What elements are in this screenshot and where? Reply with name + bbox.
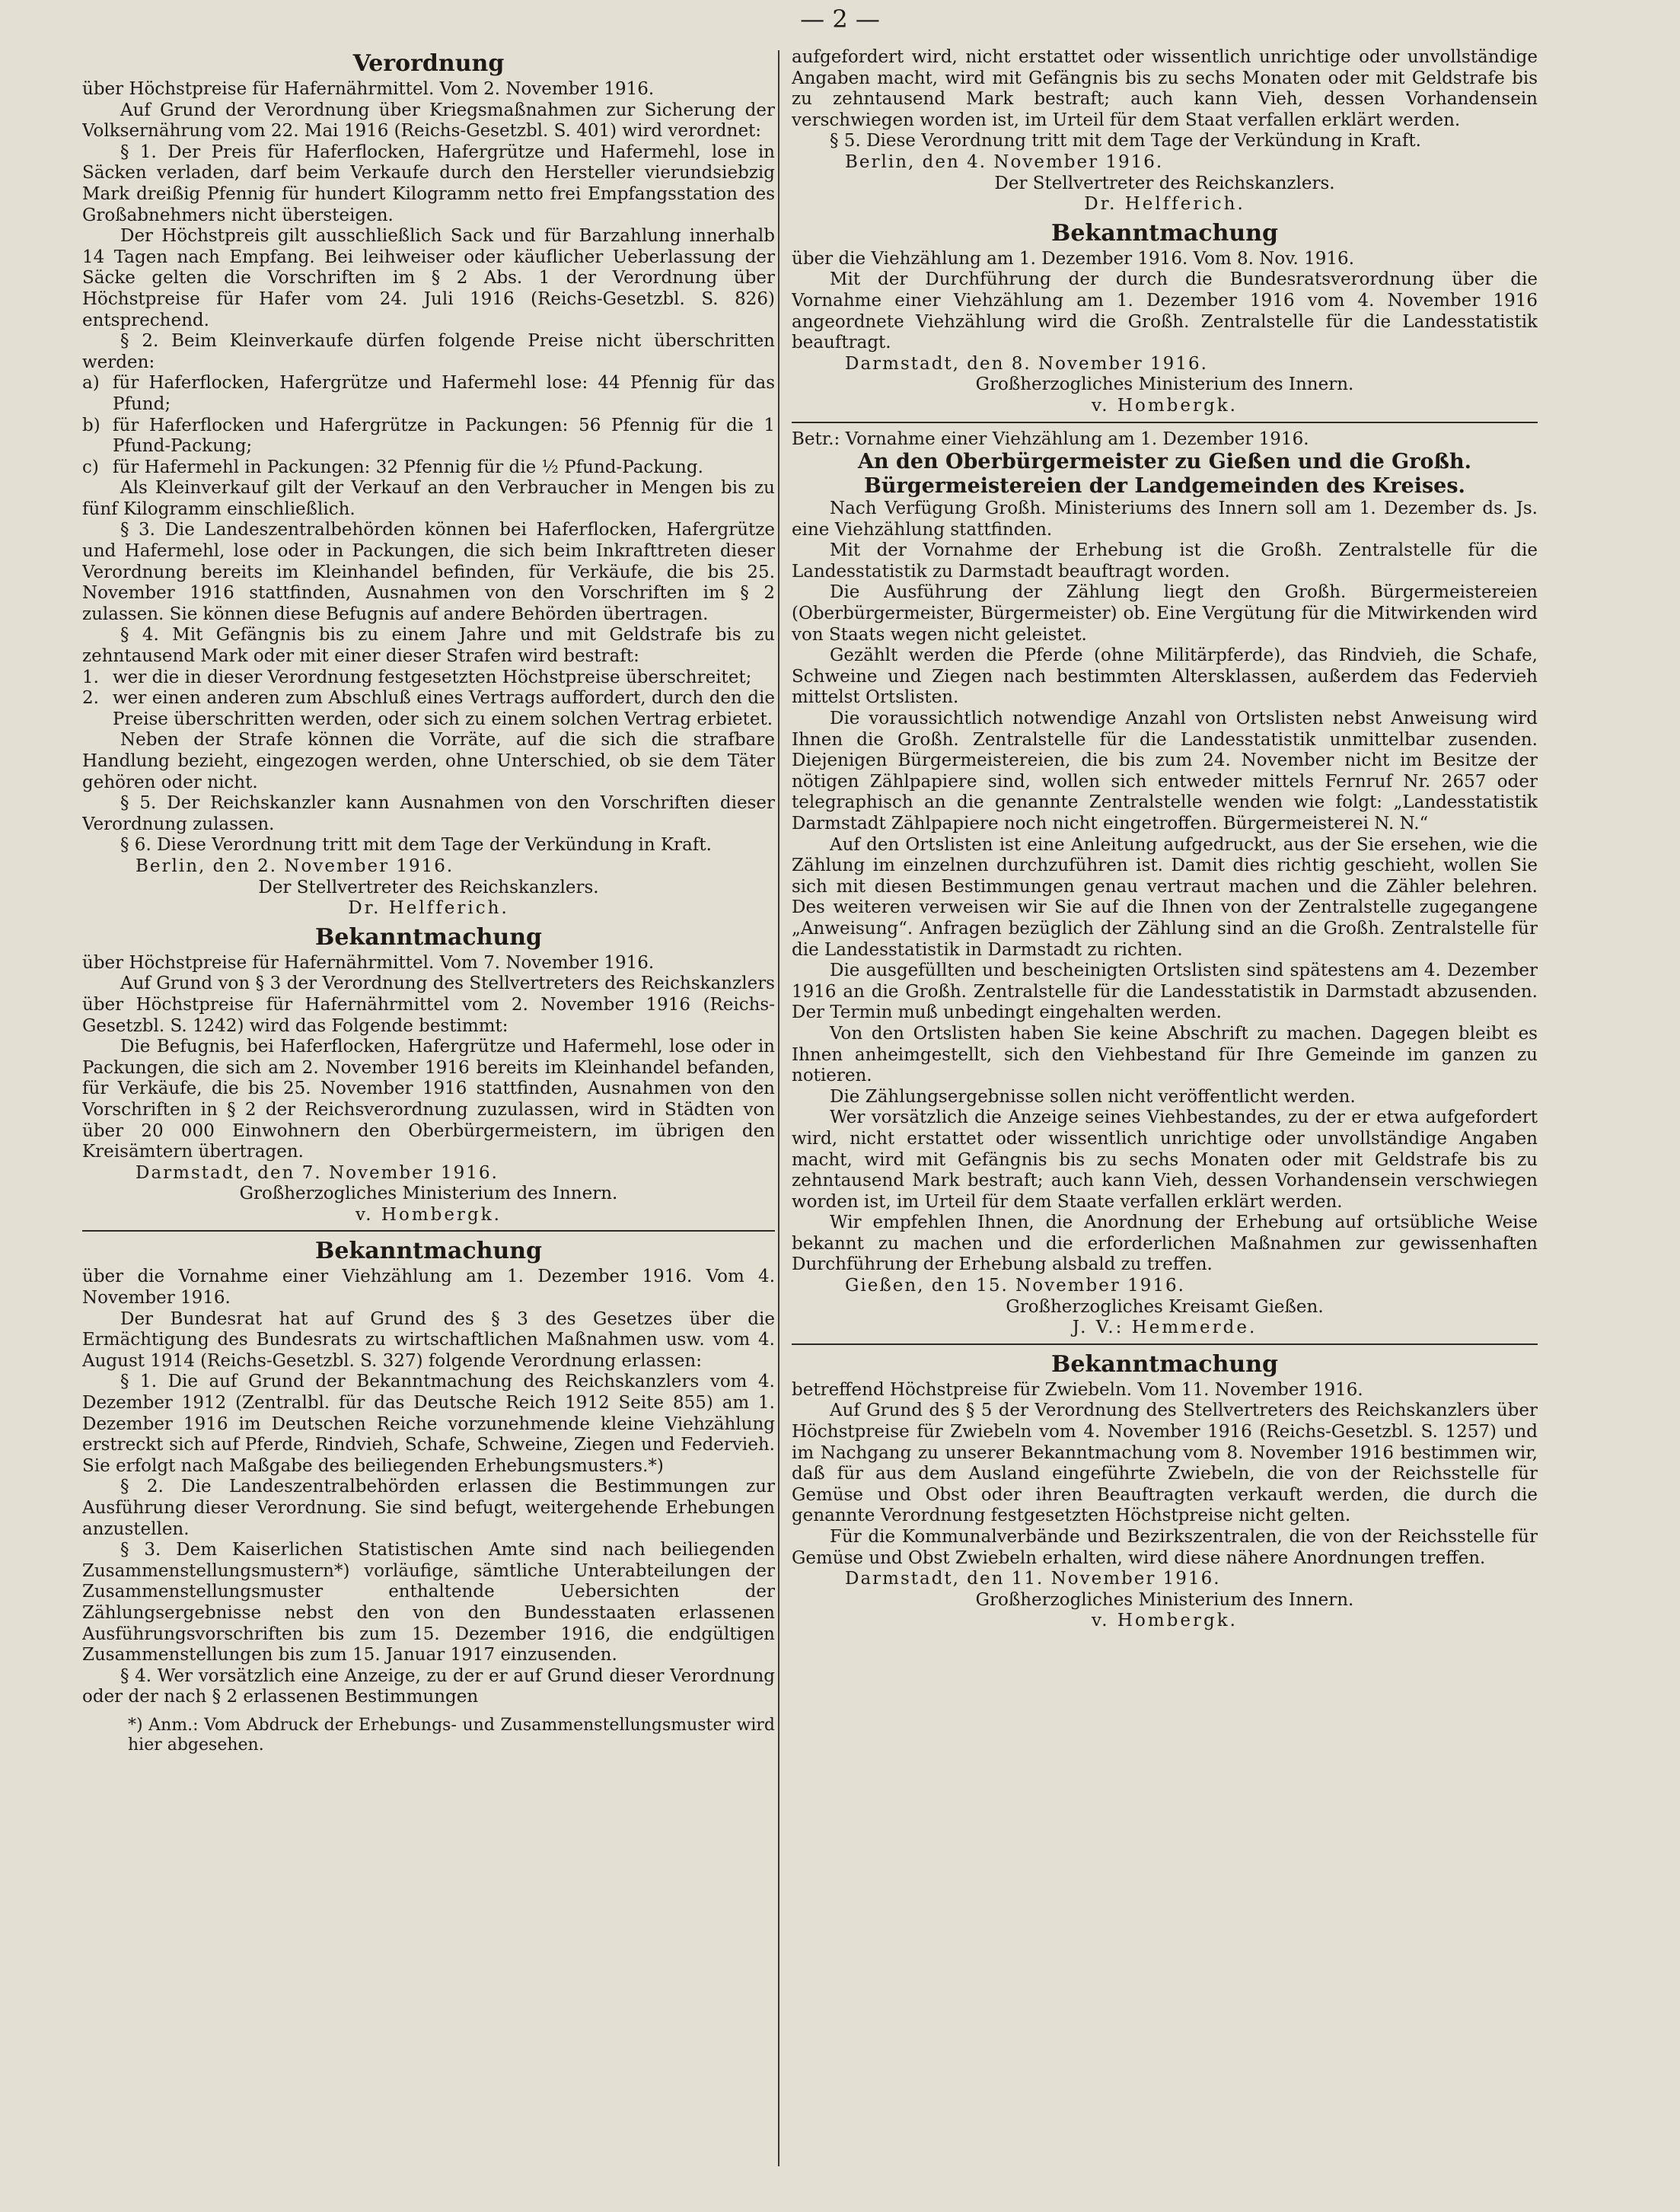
authority-line: Großherzogliches Ministerium des Innern. (975, 375, 1354, 395)
paragraph: Die Zählungsergebnisse sollen nicht veröffentlicht werden. (830, 1086, 1356, 1107)
date-line: Gießen, den 15. November 1916. (845, 1276, 1185, 1296)
paragraph: Gezählt werden die Pferde (ohne Militärpferde), das Rindvieh, die Schafe, Schweine und Ziegen nach bestimmten Altersklassen, außerdem das Federvieh mittelst Ortslisten. (792, 645, 1538, 708)
paragraph: Die Befugnis, bei Haferflocken, Hafergrütze und Hafermehl, lose oder in Packungen, die sich am 2. November 1916 bereits im Kleinhandel befanden, für Verkäufe, die bis 25. November 1916 stattfinden, Ausnahmen von den Vorschriften in § 2 der Reichsverordnung zuzulassen, wird in Städten von über 20 000 Einwohnern den Oberbürgermeistern, im übrigen den Kreisämtern übertragen. (82, 1037, 775, 1162)
paragraph: Nach Verfügung Großh. Ministeriums des Innern soll am 1. Dezember ds. Js. eine Viehzählung stattfinden. (792, 499, 1538, 540)
circular-mayors (792, 429, 1538, 1345)
subject-line: Betr.: Vornahme einer Viehzählung am 1. Dezember 1916. (792, 429, 1309, 449)
paragraph: Von den Ortslisten haben Sie keine Abschrift zu machen. Dagegen bleibt es Ihnen anheimgestellt, sich den Viehbestand für Ihre Gemeinde im ganzen zu notieren. (792, 1023, 1538, 1086)
paragraph: Als Kleinverkauf gilt der Verkauf an den Verbraucher in Mengen bis zu fünf Kilogramm einschließlich. (82, 478, 775, 519)
list-item: a) für Haferflocken, Hafergrütze und Hafermehl lose: 44 Pfennig für das Pfund; (82, 373, 775, 414)
paragraph: § 2. Beim Kleinverkaufe dürfen folgende Preise nicht überschritten werden: (82, 331, 775, 372)
section-title: Bekanntmachung (314, 923, 542, 951)
paragraph: § 1. Der Preis für Haferflocken, Hafergrütze und Hafermehl, lose in Säcken verladen, darf beim Verkaufe durch den Hersteller vierundsiebzig Mark dreißig Pfennig für hundert Kilogramm netto frei Empfangsstation des Großabnehmers nicht übersteigen. (82, 142, 775, 225)
section-subtitle: über die Vornahme einer Viehzählung am 1. Dezember 1916. Vom 4. November 1916. (82, 1267, 775, 1308)
section-subtitle: über Höchstpreise für Hafernährmittel. Vom 2. November 1916. (82, 79, 655, 99)
paragraph: Mit der Vornahme der Erhebung ist die Großh. Zentralstelle für die Landesstatistik zu Darmstadt beauftragt worden. (792, 540, 1538, 582)
paragraph: Der Höchstpreis gilt ausschließlich Sack und für Barzahlung innerhalb 14 Tagen nach Empfang. Bei leihweiser oder käuflicher Ueberlassung der Säcke gelten die Vorschriften im § 2 Abs. 1 der Verordnung über Höchstpreise für Hafer vom 24. Juli 1916 (Reichs-Gesetzbl. S. 826) entsprechend. (82, 226, 775, 330)
section-title: Verordnung (352, 50, 505, 77)
paragraph: Auf Grund des § 5 der Verordnung des Stellvertreters des Reichskanzlers über Höchstpreise für Zwiebeln vom 4. November 1916 (Reichs-Gesetzbl. S. 1257) und im Nachgang zu unserer Bekanntmachung vom 8. November 1916 bestimmen wir, daß für aus dem Ausland eingeführte Zwiebeln, die von der Reichsstelle für Gemüse und Obst oder ihren Beauftragten verkauft werden, die durch die genannte Verordnung festgesetzten Höchstpreise nicht gelten. (792, 1401, 1538, 1526)
section-rule (792, 1343, 1538, 1345)
paragraph: Mit der Durchführung der durch die Bundesratsverordnung über die Vornahme einer Viehzählung am 1. Dezember 1916 vom 4. November 1916 angeordnete Viehzählung wird die Großh. Zentralstelle für die Landesstatistik beauftragt. (792, 269, 1538, 353)
paragraph: § 4. Mit Gefängnis bis zu einem Jahre und mit Geldstrafe bis zu zehntausend Mark oder mit einer dieser Strafen wird bestraft: (82, 625, 775, 667)
signature: Dr. Helfferich. (348, 898, 509, 919)
authority-line: Großherzogliches Ministerium des Innern. (239, 1184, 618, 1204)
signature: v. Hombergk. (1092, 1611, 1238, 1631)
signature: v. Hombergk. (1092, 395, 1238, 416)
authority-line: Der Stellvertreter des Reichskanzlers. (994, 173, 1335, 193)
paragraph: aufgefordert wird, nicht erstattet oder wissentlich unrichtige oder unvollständige Angaben macht, wird mit Gefängnis bis zu sechs Monaten oder mit Geldstrafe bis zu zehntausend Mark bestraft; auch kann Vieh, dessen Vorhandensein verschwiegen worden ist, im Urteil für dem Staat verfallen erklärt werden. (792, 47, 1538, 130)
footnote-text: *) Anm.: Vom Abdruck der Erhebungs- und Zusammenstellungsmuster wird hier abgesehen. (128, 1715, 775, 1755)
list-item: b) für Haferflocken und Hafergrütze in Packungen: 56 Pfennig für die 1 Pfund-Packung; (82, 415, 775, 457)
list-item: 2. wer einen anderen zum Abschluß eines Vertrags auffordert, durch den die Preise überschritten werden, oder sich zu einem solchen Vertrag erbietet. (82, 688, 775, 729)
address-heading: An den Oberbürgermeister zu Gießen und die Großh. Bürgermeistereien der Landgemeinden des Kreises. (857, 450, 1472, 499)
paragraph: Die Ausführung der Zählung liegt den Großh. Bürgermeistereien (Oberbürgermeister, Bürgermeister) ob. Eine Vergütung für die Mitwirkenden wird von Staats wegen nicht geleistet. (792, 582, 1538, 645)
date-line: Darmstadt, den 8. November 1916. (845, 353, 1208, 374)
section-subtitle: über die Viehzählung am 1. Dezember 1916. Vom 8. Nov. 1916. (792, 248, 1354, 269)
list-item: c) für Hafermehl in Packungen: 32 Pfennig für die ½ Pfund-Packung. (82, 457, 703, 477)
date-line: Darmstadt, den 7. November 1916. (135, 1162, 499, 1183)
signature: Dr. Helfferich. (1084, 194, 1245, 215)
paragraph: Auf Grund der Verordnung über Kriegsmaßnahmen zur Sicherung der Volksernährung vom 22. Mai 1916 (Reichs-Gesetzbl. S. 401) wird verordnet: (82, 100, 775, 142)
column-divider (778, 50, 779, 2166)
paragraph: Die voraussichtlich notwendige Anzahl von Ortslisten nebst Anweisung wird Ihnen die Großh. Zentralstelle für die Landesstatistik unmittelbar zusenden. Diejenigen Bürgermeistereien, die bis zum 24. November nicht im Besitze der nötigen Zählpapiere sind, wollen sich entweder mittels Fernruf Nr. 2657 oder telegraphisch an die genannte Zentralstelle wenden wie folgt: „Landesstatistik Darmstadt Zählpapiere noch nicht eingetroffen. Bürgermeisterei N. N.“ (792, 709, 1538, 833)
paragraph: Für die Kommunalverbände und Bezirkszentralen, die von der Reichsstelle für Gemüse und Obst Zwiebeln erhalten, wird diese nähere Anordnungen treffen. (792, 1527, 1538, 1568)
paragraph: § 5. Der Reichskanzler kann Ausnahmen von den Vorschriften dieser Verordnung zulassen. (82, 793, 775, 834)
authority-line: Der Stellvertreter des Reichskanzlers. (258, 877, 599, 897)
left-column (82, 47, 775, 2179)
announcement-livestock-census (792, 220, 1538, 423)
authority-line: Großherzogliches Kreisamt Gießen. (1006, 1296, 1324, 1317)
page-number: — 2 — (800, 5, 880, 33)
paragraph: Wer vorsätzlich die Anzeige seines Viehbestandes, zu der er etwa aufgefordert wird, nicht erstattet oder wissentlich unrichtige oder unvollständige Angaben macht, wird mit Gefängnis bis zu sechs Monaten oder mit Geldstrafe bis zu zehntausend Mark bestraft; auch kann Vieh, dessen Vorhandensein verschwiegen worden ist, im Urteil für dem Staate verfallen erklärt werden. (792, 1108, 1538, 1212)
footnote (82, 1716, 775, 1755)
date-line: Berlin, den 4. November 1916. (845, 151, 1164, 172)
ordinance-oat-prices (82, 50, 775, 920)
paragraph: Auf den Ortslisten ist eine Anleitung aufgedruckt, aus der Sie ersehen, wie die Zählung im einzelnen durchzuführen ist. Damit dies richtig geschieht, wollen Sie sich mit diesen Bestimmungen genau vertraut machen und die Zähler belehren. Des weiteren verweisen wir Sie auf die Ihnen von der Zentralstelle zugegangene „Anweisung“. Anfragen bezüglich der Zählung sind an die Großh. Zentralstelle für die Landesstatistik in Darmstadt zu richten. (792, 834, 1538, 960)
signature: v. Hombergk. (355, 1204, 502, 1225)
paragraph: § 6. Diese Verordnung tritt mit dem Tage der Verkündung in Kraft. (120, 835, 712, 856)
section-rule (792, 422, 1538, 423)
livestock-count-continued (792, 47, 1538, 215)
paragraph: § 3. Dem Kaiserlichen Statistischen Amte sind nach beiliegenden Zusammenstellungsmustern*) vorläufige, sämtliche Unterabteilungen der Zusammenstellungsmuster enthaltende Uebersichten der Zählungsergebnisse nebst den von den Bundesstaaten erlassenen Ausführungsvorschriften bis zum 15. Dezember 1916, die endgültigen Zusammenstellungen bis zum 15. Januar 1917 einzusenden. (82, 1540, 775, 1665)
paragraph: Der Bundesrat hat auf Grund des § 3 des Gesetzes über die Ermächtigung des Bundesrats zu wirtschaftlichen Maßnahmen usw. vom 4. August 1914 (Reichs-Gesetzbl. S. 327) folgende Verordnung erlassen: (82, 1308, 775, 1371)
section-subtitle: betreffend Höchstpreise für Zwiebeln. Vom 11. November 1916. (792, 1379, 1363, 1400)
section-subtitle: über Höchstpreise für Hafernährmittel. Vom 7. November 1916. (82, 952, 655, 973)
authority-line: Großherzogliches Ministerium des Innern. (975, 1589, 1354, 1610)
right-column (792, 47, 1538, 2179)
paragraph: § 4. Wer vorsätzlich eine Anzeige, zu der er auf Grund dieser Verordnung oder der nach § 2 erlassenen Bestimmungen (82, 1665, 775, 1707)
announcement-onion-prices (792, 1351, 1538, 1632)
section-title: Bekanntmachung (314, 1238, 542, 1265)
signature: J. V.: Hemmerde. (1072, 1318, 1258, 1338)
paragraph: § 5. Diese Verordnung tritt mit dem Tage der Verkündung in Kraft. (830, 131, 1421, 151)
section-rule (82, 1230, 775, 1232)
announcement-livestock-count (82, 1238, 775, 1755)
section-title: Bekanntmachung (1050, 219, 1278, 247)
date-line: Darmstadt, den 11. November 1916. (845, 1569, 1221, 1589)
announcement-oat-prices (82, 924, 775, 1232)
list-item: 1. wer die in dieser Verordnung festgesetzten Höchstpreise überschreitet; (82, 667, 752, 687)
paragraph: § 1. Die auf Grund der Bekanntmachung des Reichskanzlers vom 4. Dezember 1912 (Zentralbl. für das Deutsche Reich 1912 Seite 855) am 1. Dezember 1916 im Deutschen Reiche vorzunehmende kleine Viehzählung erstreckt sich auf Pferde, Rindvieh, Schafe, Schweine, Ziegen und Federvieh. Sie erfolgt nach Maßgabe des beiliegenden Erhebungsmusters.*) (82, 1372, 775, 1476)
date-line: Berlin, den 2. November 1916. (135, 856, 454, 876)
paragraph: Neben der Strafe können die Vorräte, auf die sich die strafbare Handlung bezieht, eingezogen werden, ohne Unterschied, ob sie dem Täter gehören oder nicht. (82, 730, 775, 792)
paragraph: § 3. Die Landeszentralbehörden können bei Haferflocken, Hafergrütze und Hafermehl, lose oder in Packungen, die sich beim Inkrafttreten dieser Verordnung bereits im Kleinhandel befinden, für Verkäufe, die bis 25. November 1916 stattfinden, Ausnahmen von den Vorschriften im § 2 zulassen. Sie können diese Befugnis auf andere Behörden übertragen. (82, 520, 775, 624)
section-title: Bekanntmachung (1050, 1350, 1278, 1378)
paragraph: Wir empfehlen Ihnen, die Anordnung der Erhebung auf ortsübliche Weise bekannt zu machen und die erforderlichen Maßnahmen zur gewissenhaften Durchführung der Erhebung alsbald zu treffen. (792, 1213, 1538, 1275)
paragraph: Auf Grund von § 3 der Verordnung des Stellvertreters des Reichskanzlers über Höchstpreise für Hafernährmittel vom 2. November 1916 (Reichs-Gesetzbl. S. 1242) wird das Folgende bestimmt: (82, 974, 775, 1036)
paragraph: § 2. Die Landeszentralbehörden erlassen die Bestimmungen zur Ausführung dieser Verordnung. Sie sind befugt, weitergehende Erhebungen anzustellen. (82, 1477, 775, 1539)
paragraph: Die ausgefüllten und bescheinigten Ortslisten sind spätestens am 4. Dezember 1916 an die Großh. Zentralstelle für die Landesstatistik in Darmstadt abzusenden. Der Termin muß unbedingt eingehalten werden. (792, 961, 1538, 1023)
